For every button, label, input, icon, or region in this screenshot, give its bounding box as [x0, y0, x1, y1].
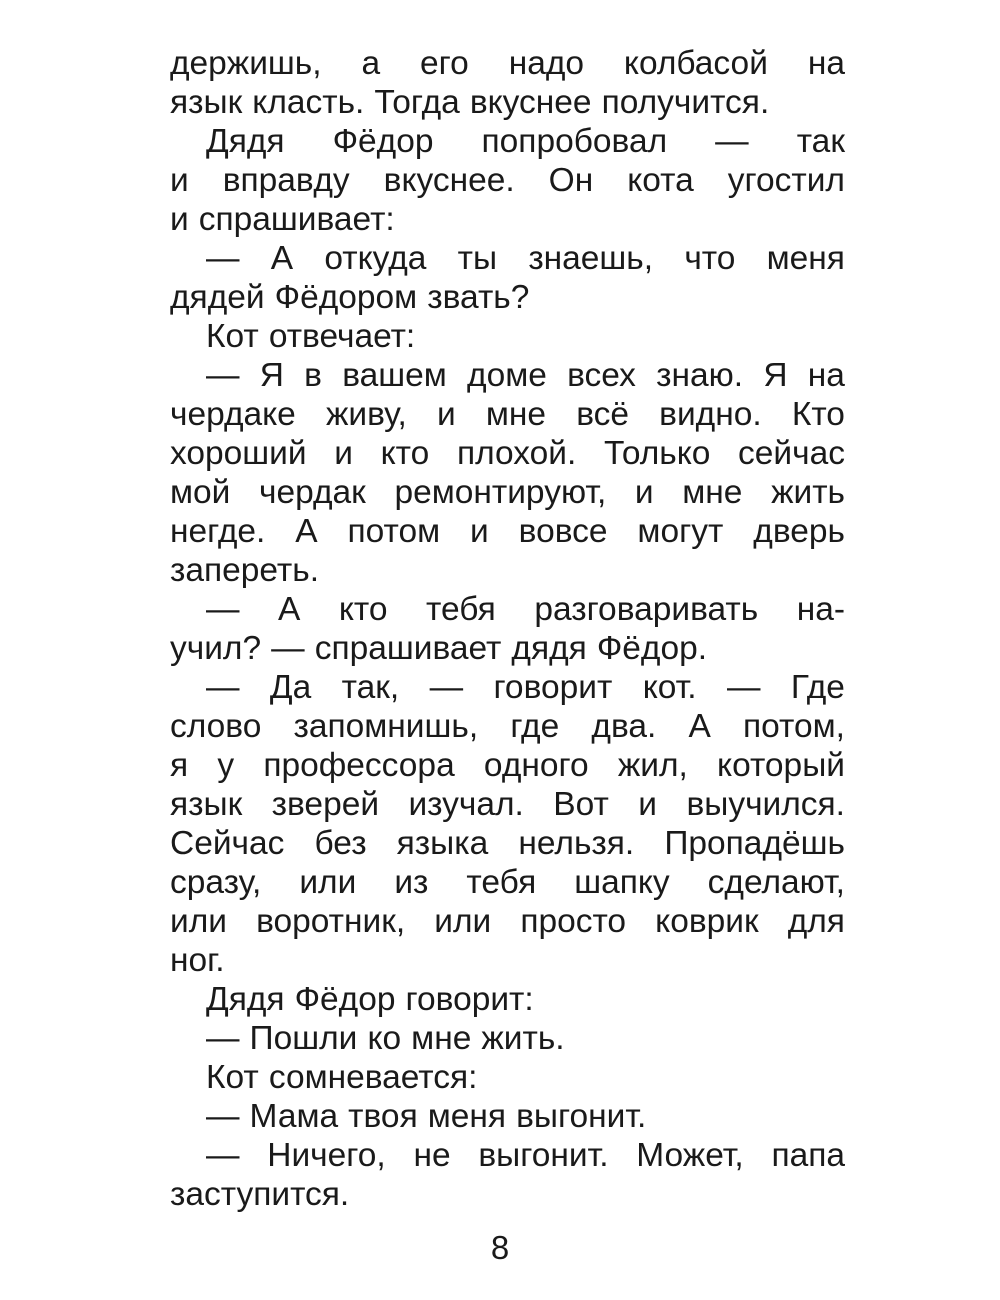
paragraph [170, 44, 845, 122]
paragraph [170, 122, 845, 239]
paragraph [170, 317, 845, 356]
text-line: Дядя Фёдор говорит: [206, 981, 534, 1018]
text-line: и спрашивает: [170, 201, 395, 238]
paragraph [170, 668, 845, 980]
text-line: чердаке живу, и мне всё видно. Кто [170, 396, 845, 433]
page-number: 8 [490, 1229, 510, 1266]
text-line: дядей Фёдором звать? [170, 279, 530, 316]
text-line: я у профессора одного жил, который [170, 747, 845, 784]
text-line: — Пошли ко мне жить. [206, 1020, 565, 1057]
text-line: заступится. [170, 1176, 350, 1213]
text-line: запереть. [170, 552, 320, 589]
text-line: или воротник, или просто коврик для [170, 903, 845, 940]
text-line: Дядя Фёдор попробовал — так [206, 123, 845, 160]
text-line: Кот отвечает: [206, 318, 416, 355]
text-line: слово запомнишь, где два. А потом, [170, 708, 845, 745]
text-line: язык класть. Тогда вкуснее получится. [170, 84, 770, 121]
text-line: хороший и кто плохой. Только сейчас [170, 435, 845, 472]
text-line: — Да так, — говорит кот. — Где [206, 669, 845, 706]
paragraph [170, 1058, 845, 1097]
text-line: Сейчас без языка нельзя. Пропадёшь [170, 825, 845, 862]
paragraph [170, 980, 845, 1019]
text-line: — А откуда ты знаешь, что меня [206, 240, 845, 277]
text-line: мой чердак ремонтируют, и мне жить [170, 474, 845, 511]
paragraph [170, 1136, 845, 1214]
text-line: — Ничего, не выгонит. Может, папа [206, 1137, 845, 1174]
text-line: ног. [170, 942, 225, 979]
text-line: негде. А потом и вовсе могут дверь [170, 513, 845, 550]
paragraph [170, 356, 845, 590]
text-line: и вправду вкуснее. Он кота угостил [170, 162, 845, 199]
text-line: учил? — спрашивает дядя Фёдор. [170, 630, 708, 667]
paragraph [170, 590, 845, 668]
paragraph [170, 1019, 845, 1058]
paragraph [170, 239, 845, 317]
text-line: — А кто тебя разговаривать на- [206, 591, 845, 628]
text-line: — Мама твоя меня выгонит. [206, 1098, 647, 1135]
text-line: язык зверей изучал. Вот и выучился. [170, 786, 845, 823]
paragraph [170, 1097, 845, 1136]
story-text [170, 44, 845, 1214]
text-line: — Я в вашем доме всех знаю. Я на [206, 357, 845, 394]
text-line: держишь, а его надо колбасой на [170, 45, 845, 82]
text-line: Кот сомневается: [206, 1059, 478, 1096]
page-body [170, 44, 845, 1214]
text-line: сразу, или из тебя шапку сделают, [170, 864, 845, 901]
